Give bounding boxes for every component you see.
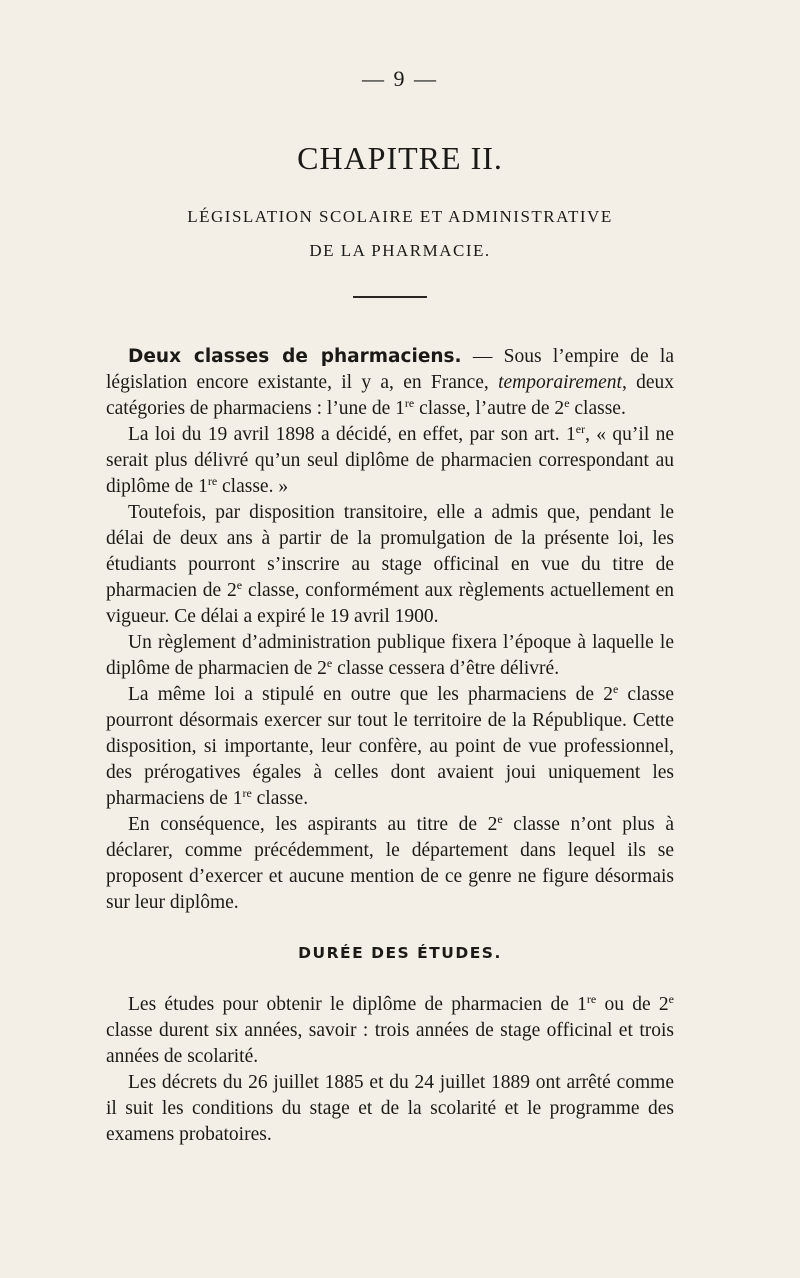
paragraph [106, 1070, 674, 1148]
text-run: classe, l’autre de 2 [414, 398, 565, 419]
paragraph [106, 500, 674, 630]
superscript: e [497, 812, 503, 826]
section-duree-des-etudes [106, 992, 674, 1148]
text-run: , deux catégories de pharmaciens : l’une de 1 [106, 372, 675, 419]
section-heading: Deux classes de pharmaciens. [128, 346, 462, 367]
text-run: classe, conformément aux règlements actuellement en vigueur. Ce délai a expiré le 19 avril 1900. [106, 580, 674, 627]
superscript: re [404, 396, 415, 410]
text-run: La loi du 19 avril 1898 a décidé, en effet, par son art. 1 [128, 424, 576, 445]
superscript: e [326, 656, 333, 670]
text-run: classe n’ont plus à déclarer, comme précédemment, le département dans lequel ils se proposent d’exercer et aucune mention de ce genre ne figure désormais sur leur diplôme. [106, 814, 675, 913]
text-run: Toutefois, par disposition transitoire, elle a admis que, pendant le délai de deux ans à partir de la promulgation de la présente loi, les étudiants pourront s’inscrire au stage officinal en vue du titre de pharmacien de 2 [106, 502, 674, 601]
text-run: classe. [251, 788, 309, 809]
text-run: classe. » [217, 476, 289, 497]
section-deux-classes [106, 344, 674, 916]
section-heading-duree: DURÉE DES ÉTUDES. [298, 944, 502, 962]
superscript: re [586, 992, 597, 1006]
chapter-subtitle-line1: LÉGISLATION SCOLAIRE ET ADMINISTRATIVE [187, 207, 613, 226]
text-run: , « qu’il ne serait plus délivré qu’un seul diplôme de pharmacien correspondant au diplôme de 1 [106, 424, 675, 497]
paragraph [106, 422, 674, 500]
superscript: re [242, 786, 252, 800]
superscript: e [564, 396, 570, 410]
text-run: La même loi a stipulé en outre que les pharmaciens de 2 [128, 684, 613, 705]
text-run: — Sous l’empire de la législation encore existante, il y a, en France, [106, 346, 675, 393]
superscript: e [668, 992, 674, 1006]
text-run: Les décrets du 26 juillet 1885 et du 24 juillet 1889 ont arrêté comme il suit les conditions du stage et de la scolarité et le programme des examens probatoires. [106, 1072, 674, 1145]
paragraph [106, 630, 674, 682]
text-run: Un règlement d’administration publique fixera l’époque à laquelle le diplôme de pharmacien de 2 [106, 632, 674, 679]
text-run: classe cessera d’être délivré. [332, 658, 560, 679]
text-run: classe pourront désormais exercer sur tout le territoire de la République. Cette disposition, si importante, leur confère, au point de vue professionnel, des prérogatives égales à celles dont avaient joui uniquement les pharmaciens de 1 [106, 684, 674, 809]
page-number: — 9 — [362, 66, 438, 91]
chapter-subtitle-line2: DE LA PHARMACIE. [309, 241, 491, 260]
paragraph [106, 812, 674, 916]
separator-rule [353, 296, 427, 298]
text-run: En conséquence, les aspirants au titre de 2 [128, 814, 498, 835]
paragraph [106, 682, 674, 812]
superscript: re [207, 474, 218, 488]
superscript: er [575, 422, 586, 436]
text-run: classe. [569, 398, 626, 419]
italic-text: temporairement [498, 372, 622, 393]
superscript: e [236, 578, 243, 592]
text-run: Les études pour obtenir le diplôme de pharmacien de 1 [128, 994, 587, 1015]
paragraph [106, 992, 674, 1070]
superscript: e [612, 682, 619, 696]
paragraph [106, 344, 674, 422]
text-run: ou de 2 [596, 994, 669, 1015]
text-run: classe durent six années, savoir : trois années de stage officinal et trois années de scolarité. [106, 1020, 674, 1067]
chapter-title: CHAPITRE II. [297, 140, 503, 176]
